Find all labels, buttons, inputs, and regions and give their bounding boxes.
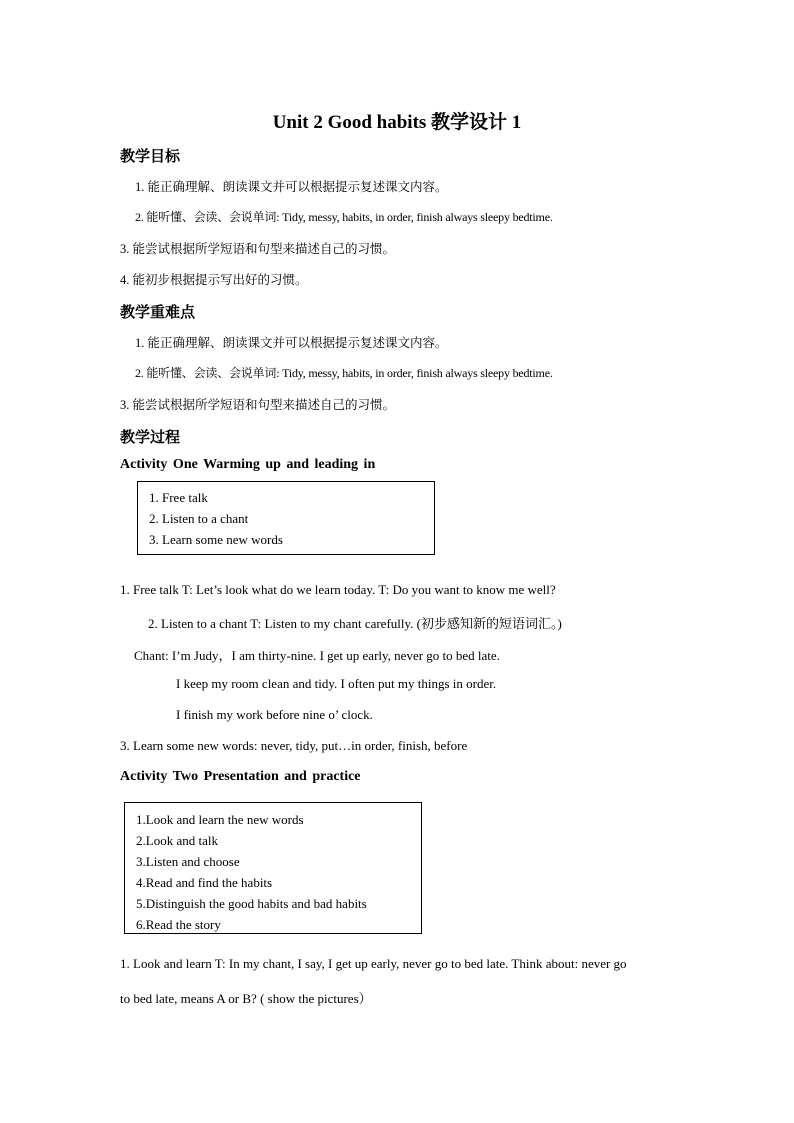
key-point-item-1: 1. 能正确理解、朗读课文并可以根据提示复述课文内容。 — [135, 336, 448, 350]
activity-one-outline-box — [137, 481, 435, 555]
activity-one-box-item-2: 2. Listen to a chant — [149, 511, 249, 526]
activity-two-box-item-4: 4.Read and find the habits — [136, 875, 273, 890]
activity-one-chant-line-1: Chant: I’m Judy，I am thirty-nine. I get up early, never go to bed late. — [134, 648, 500, 663]
activity-two-outline-box — [124, 802, 422, 934]
activity-one-chant-line-3: I finish my work before nine o’ clock. — [176, 707, 373, 722]
activity-two-box-item-2: 2.Look and talk — [136, 833, 218, 848]
key-point-item-2: 2. 能听懂、会读、会说单词: Tidy, messy, habits, in order, finish always sleepy bedtime. — [135, 366, 553, 380]
activity-two-box-item-1: 1.Look and learn the new words — [136, 812, 304, 827]
activity-two-line-2: to bed late, means A or B? ( show the pictures） — [120, 991, 372, 1006]
activity-two-box-item-3: 3.Listen and choose — [136, 854, 240, 869]
page-title: Unit 2 Good habits 教学设计 1 — [272, 112, 522, 133]
activity-one-chant-line-2: I keep my room clean and tidy. I often put my things in order. — [176, 676, 497, 691]
process-heading: 教学过程 — [120, 428, 181, 446]
activity-one-box-item-3: 3. Learn some new words — [149, 532, 283, 547]
objective-item-4: 4. 能初步根据提示写出好的习惯。 — [120, 273, 308, 287]
activity-two-heading: Activity Two Presentation and practice — [120, 769, 361, 784]
objective-item-2: 2. 能听懂、会读、会说单词: Tidy, messy, habits, in order, finish always sleepy bedtime. — [135, 210, 553, 224]
key-point-item-3: 3. 能尝试根据所学短语和句型来描述自己的习惯。 — [120, 398, 396, 412]
objective-item-1: 1. 能正确理解、朗读课文并可以根据提示复述课文内容。 — [135, 180, 448, 194]
activity-one-heading: Activity One Warming up and leading in — [120, 457, 376, 472]
key-points-heading: 教学重难点 — [120, 303, 196, 321]
activity-two-box-item-5: 5.Distinguish the good habits and bad habits — [136, 896, 367, 911]
activity-one-line-2: 2. Listen to a chant T: Listen to my chant carefully. (初步感知新的短语词汇。) — [148, 616, 562, 631]
objectives-heading: 教学目标 — [120, 147, 181, 165]
activity-one-line-1: 1. Free talk T: Let’s look what do we learn today. T: Do you want to know me well? — [120, 582, 556, 597]
activity-two-box-item-6: 6.Read the story — [136, 917, 221, 932]
activity-two-line-1: 1. Look and learn T: In my chant, I say, I get up early, never go to bed late. Think about: never go — [120, 956, 627, 971]
activity-one-line-3: 3. Learn some new words: never, tidy, put…in order, finish, before — [120, 738, 468, 753]
activity-one-box-item-1: 1. Free talk — [149, 490, 208, 505]
objective-item-3: 3. 能尝试根据所学短语和句型来描述自己的习惯。 — [120, 242, 396, 256]
